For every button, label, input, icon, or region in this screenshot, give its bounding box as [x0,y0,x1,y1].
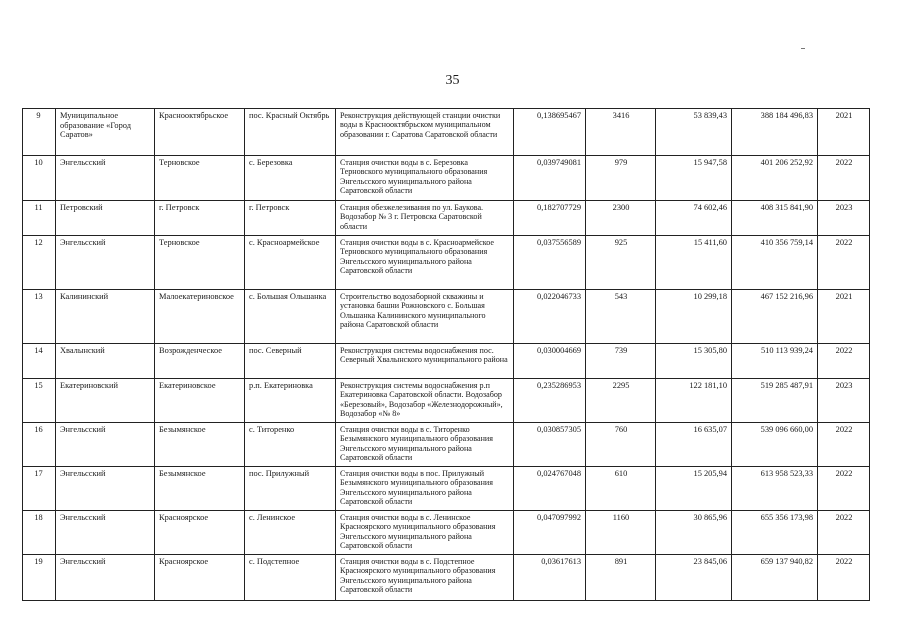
municipality-cell: Красноярское [155,511,245,555]
municipality-cell: Возрожденческое [155,344,245,379]
object-cell: Станция очистки воды в с. Красноармейское Терновского муниципального образования Энгельсского муниципального района Саратовской области [336,236,514,290]
object-cell: Реконструкция системы водоснабжения р.п Екатериновка Саратовской области. Водозабор «Березовый», Водозабор «Железнодорожный», Водозабор «№ 8» [336,379,514,423]
row-number: 17 [23,467,56,511]
population-cell: 543 [586,290,656,344]
population-cell: 760 [586,423,656,467]
municipality-cell: Краснооктябрьское [155,109,245,156]
cumulative-cost-cell: 401 206 252,92 [732,156,818,201]
cumulative-cost-cell: 408 315 841,90 [732,201,818,236]
cost-per-person-cell: 23 845,06 [656,555,732,601]
table-row [23,467,870,511]
year-cell: 2022 [818,344,870,379]
object-cell: Реконструкция действующей станции очистки воды в Краснооктябрьском муниципальном образовании г. Саратова Саратовской области [336,109,514,156]
table-row [23,290,870,344]
district-cell: Екатериновский [56,379,155,423]
object-cell: Станция очистки воды в пос. Прилужный Безымянского муниципального образования Энгельсского муниципального района Саратовской области [336,467,514,511]
population-cell: 610 [586,467,656,511]
municipality-cell: Терновское [155,236,245,290]
object-cell: Станция очистки воды в с. Подстепное Красноярского муниципального образования Энгельсского муниципального района Саратовской области [336,555,514,601]
ratio-cell: 0,047097992 [514,511,586,555]
district-cell: Калининский [56,290,155,344]
object-cell: Станция очистки воды в с. Березовка Терновского муниципального образования Энгельсского муниципального района Саратовской области [336,156,514,201]
district-cell: Энгельсский [56,423,155,467]
population-cell: 739 [586,344,656,379]
row-number: 16 [23,423,56,467]
district-cell: Энгельсский [56,467,155,511]
object-cell: Станция очистки воды в с. Ленинское Красноярского муниципального образования Энгельсского муниципального района Саратовской области [336,511,514,555]
settlement-cell: пос. Красный Октябрь [245,109,336,156]
year-cell: 2021 [818,290,870,344]
cost-per-person-cell: 10 299,18 [656,290,732,344]
cost-per-person-cell: 122 181,10 [656,379,732,423]
table-row [23,344,870,379]
ratio-cell: 0,182707729 [514,201,586,236]
scan-mark [801,48,805,49]
ratio-cell: 0,037556589 [514,236,586,290]
population-cell: 979 [586,156,656,201]
settlement-cell: пос. Северный [245,344,336,379]
ratio-cell: 0,022046733 [514,290,586,344]
cumulative-cost-cell: 519 285 487,91 [732,379,818,423]
cumulative-cost-cell: 659 137 940,82 [732,555,818,601]
cost-per-person-cell: 15 947,58 [656,156,732,201]
municipality-cell: Безымянское [155,423,245,467]
cumulative-cost-cell: 613 958 523,33 [732,467,818,511]
settlement-cell: с. Красноармейское [245,236,336,290]
projects-table-container [22,108,869,601]
object-cell: Строительство водозаборной скважины и установка башни Рожновского с. Большая Ольшанка Калининского муниципального района Саратовской области [336,290,514,344]
table-row [23,555,870,601]
row-number: 10 [23,156,56,201]
population-cell: 925 [586,236,656,290]
ratio-cell: 0,235286953 [514,379,586,423]
object-cell: Станция обезжелезивания по ул. Баукова. Водозабор № 3 г. Петровска Саратовской области [336,201,514,236]
cost-per-person-cell: 15 411,60 [656,236,732,290]
table-row [23,379,870,423]
municipality-cell: г. Петровск [155,201,245,236]
population-cell: 1160 [586,511,656,555]
municipality-cell: Малоекатериновское [155,290,245,344]
ratio-cell: 0,138695467 [514,109,586,156]
settlement-cell: с. Большая Ольшанка [245,290,336,344]
ratio-cell: 0,030004669 [514,344,586,379]
district-cell: Хвалынский [56,344,155,379]
cost-per-person-cell: 15 205,94 [656,467,732,511]
table-row [23,109,870,156]
ratio-cell: 0,024767048 [514,467,586,511]
year-cell: 2022 [818,511,870,555]
cost-per-person-cell: 30 865,96 [656,511,732,555]
settlement-cell: с. Березовка [245,156,336,201]
table-row [23,423,870,467]
table-row [23,156,870,201]
population-cell: 2295 [586,379,656,423]
cost-per-person-cell: 15 305,80 [656,344,732,379]
district-cell: Энгельсский [56,156,155,201]
year-cell: 2022 [818,555,870,601]
municipality-cell: Терновское [155,156,245,201]
cumulative-cost-cell: 655 356 173,98 [732,511,818,555]
district-cell: Муниципальное образование «Город Саратов» [56,109,155,156]
projects-table [22,108,870,601]
year-cell: 2022 [818,423,870,467]
municipality-cell: Екатериновское [155,379,245,423]
settlement-cell: пос. Прилужный [245,467,336,511]
year-cell: 2022 [818,467,870,511]
row-number: 19 [23,555,56,601]
row-number: 9 [23,109,56,156]
cost-per-person-cell: 74 602,46 [656,201,732,236]
row-number: 13 [23,290,56,344]
cumulative-cost-cell: 539 096 660,00 [732,423,818,467]
population-cell: 3416 [586,109,656,156]
row-number: 12 [23,236,56,290]
table-row [23,201,870,236]
district-cell: Энгельсский [56,555,155,601]
district-cell: Энгельсский [56,236,155,290]
cumulative-cost-cell: 388 184 496,83 [732,109,818,156]
settlement-cell: р.п. Екатериновка [245,379,336,423]
cumulative-cost-cell: 467 152 216,96 [732,290,818,344]
cost-per-person-cell: 53 839,43 [656,109,732,156]
year-cell: 2023 [818,201,870,236]
population-cell: 2300 [586,201,656,236]
ratio-cell: 0,030857305 [514,423,586,467]
settlement-cell: с. Ленинское [245,511,336,555]
table-body [23,109,870,601]
row-number: 14 [23,344,56,379]
table-row [23,236,870,290]
year-cell: 2022 [818,156,870,201]
municipality-cell: Безымянское [155,467,245,511]
cumulative-cost-cell: 410 356 759,14 [732,236,818,290]
row-number: 18 [23,511,56,555]
settlement-cell: с. Подстепное [245,555,336,601]
object-cell: Станция очистки воды в с. Титоренко Безымянского муниципального образования Энгельсского муниципального района Саратовской области [336,423,514,467]
table-row [23,511,870,555]
object-cell: Реконструкция системы водоснабжения пос. Северный Хвалынского муниципального района [336,344,514,379]
district-cell: Энгельсский [56,511,155,555]
district-cell: Петровский [56,201,155,236]
settlement-cell: г. Петровск [245,201,336,236]
year-cell: 2021 [818,109,870,156]
page-number: 35 [445,73,460,88]
municipality-cell: Красноярское [155,555,245,601]
cumulative-cost-cell: 510 113 939,24 [732,344,818,379]
ratio-cell: 0,03617613 [514,555,586,601]
ratio-cell: 0,039749081 [514,156,586,201]
population-cell: 891 [586,555,656,601]
row-number: 11 [23,201,56,236]
settlement-cell: с. Титоренко [245,423,336,467]
cost-per-person-cell: 16 635,07 [656,423,732,467]
year-cell: 2023 [818,379,870,423]
row-number: 15 [23,379,56,423]
year-cell: 2022 [818,236,870,290]
